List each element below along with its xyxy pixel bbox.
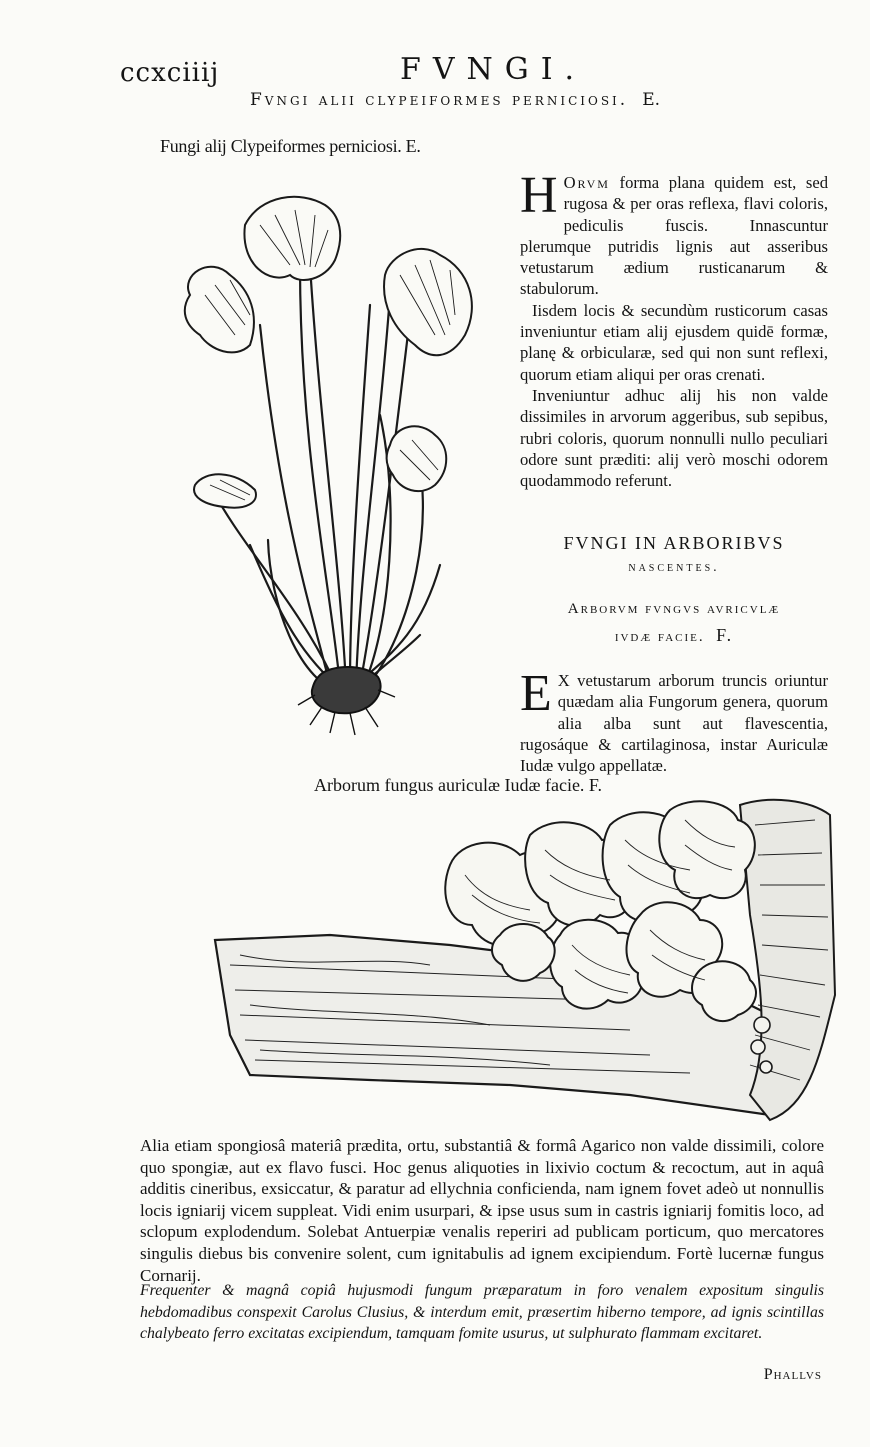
section-header-text: Fvngi alii clypeiformes perniciosi. xyxy=(250,90,629,110)
paragraph-1-text: forma plana quidem est, sed rugosa & per oras reflexa, flavi coloris, pediculis fuscis. Innascuntur plerumque putridis lignis aut asseribus vetustarum ædium rusticanarum & stabulorum. xyxy=(520,173,828,299)
section-subtitle-line-2 xyxy=(520,622,828,650)
drop-cap-e: E xyxy=(520,665,552,722)
paragraph-3: Inveniuntur adhuc alij his non valde dissimiles in arvorum aggeribus, sub sepibus, rubri coloris, quorum nonnulli nullo peculiari odore sunt præditi: alij verò moschi odorem quodammodo referunt. xyxy=(520,385,828,491)
section-header-mark: E. xyxy=(642,90,661,110)
figure2-woodcut xyxy=(210,795,840,1130)
running-title: FVNGI. xyxy=(400,52,587,87)
paragraph-1-lead: Orvm xyxy=(563,173,610,192)
italic-note: Frequenter & magnâ copiâ hujusmodi fungum præparatum in foro venalem expositum singulis hebdomadibus conspexit Carolus Clusius, & interdum emit, præsertim hiberno tempore, ad ignis scintillas chalybeato ferro excitatas excipiendum, tamquam fomite usurus, ut sulphurato flammam excitaret. xyxy=(140,1282,824,1343)
figure2-caption: Arborum fungus auriculæ Iudæ facie. F. xyxy=(314,775,602,795)
figure1-caption: Fungi alij Clypeiformes perniciosi. E. xyxy=(160,136,421,156)
section-paragraph xyxy=(520,665,828,776)
section-title xyxy=(520,528,828,578)
section-header xyxy=(250,90,660,110)
section-paragraph-body xyxy=(520,665,828,776)
figure1-woodcut xyxy=(150,185,510,740)
section-title-line-1: FVNGI IN ARBORIBVS xyxy=(563,533,785,553)
description-column xyxy=(520,167,828,491)
main-paragraph: Alia etiam spongiosâ materiâ prædita, ortu, substantiâ & formâ Agarico non valde dissimili, colore quo spongiæ, aut ex flavo fusci. Hoc genus aliquoties in lixivio coctum & recoctum, aut in aquâ additis cineribus, exsiccatur, & paratur ad ellychnia conficienda, nam ignem fovet adeò ut nonnullis locis igniarij vicem suppleat. Vidi enim usurpari, & ipse usus sum in castris igniarij fomitis loco, ad sclopum explodendum. Solebat Antuerpiæ venalis reperiri ad publicam porticum, quo mercatores singulis diebus bis convenire solent, cum ignitabulis ad ignem excipiendum. Fortè lucernæ fungus Cornarij. xyxy=(140,1136,824,1285)
drop-cap-h: H xyxy=(520,167,558,224)
catchword: Phallvs xyxy=(763,1366,822,1383)
section-subtitle-mark: F. xyxy=(716,625,734,645)
section-subtitle-text: ivdæ facie. xyxy=(614,629,705,645)
paragraph-2: Iisdem locis & secundùm rusticorum casas inveniuntur etiam alij ejusdem quidē formæ, planę & orbicularæ, sed qui non sunt reflexi, quorum etiam aliqui per oras crenati. xyxy=(520,300,828,384)
section-paragraph-text: X vetustarum arborum truncis oriuntur quædam alia Fungorum genera, quorum alia alba sunt aut flavescentia, rugosáque & cartilaginosa, instar Auriculæ Iudæ vulgo appellatæ. xyxy=(520,671,828,776)
folio-number: ccxciiij xyxy=(120,58,220,88)
paragraph-1 xyxy=(520,167,828,300)
section-subtitle xyxy=(520,596,828,650)
section-subtitle-line-1: Arborvm fvngvs avricvlæ xyxy=(567,601,781,617)
section-title-line-2: nascentes. xyxy=(628,560,720,575)
